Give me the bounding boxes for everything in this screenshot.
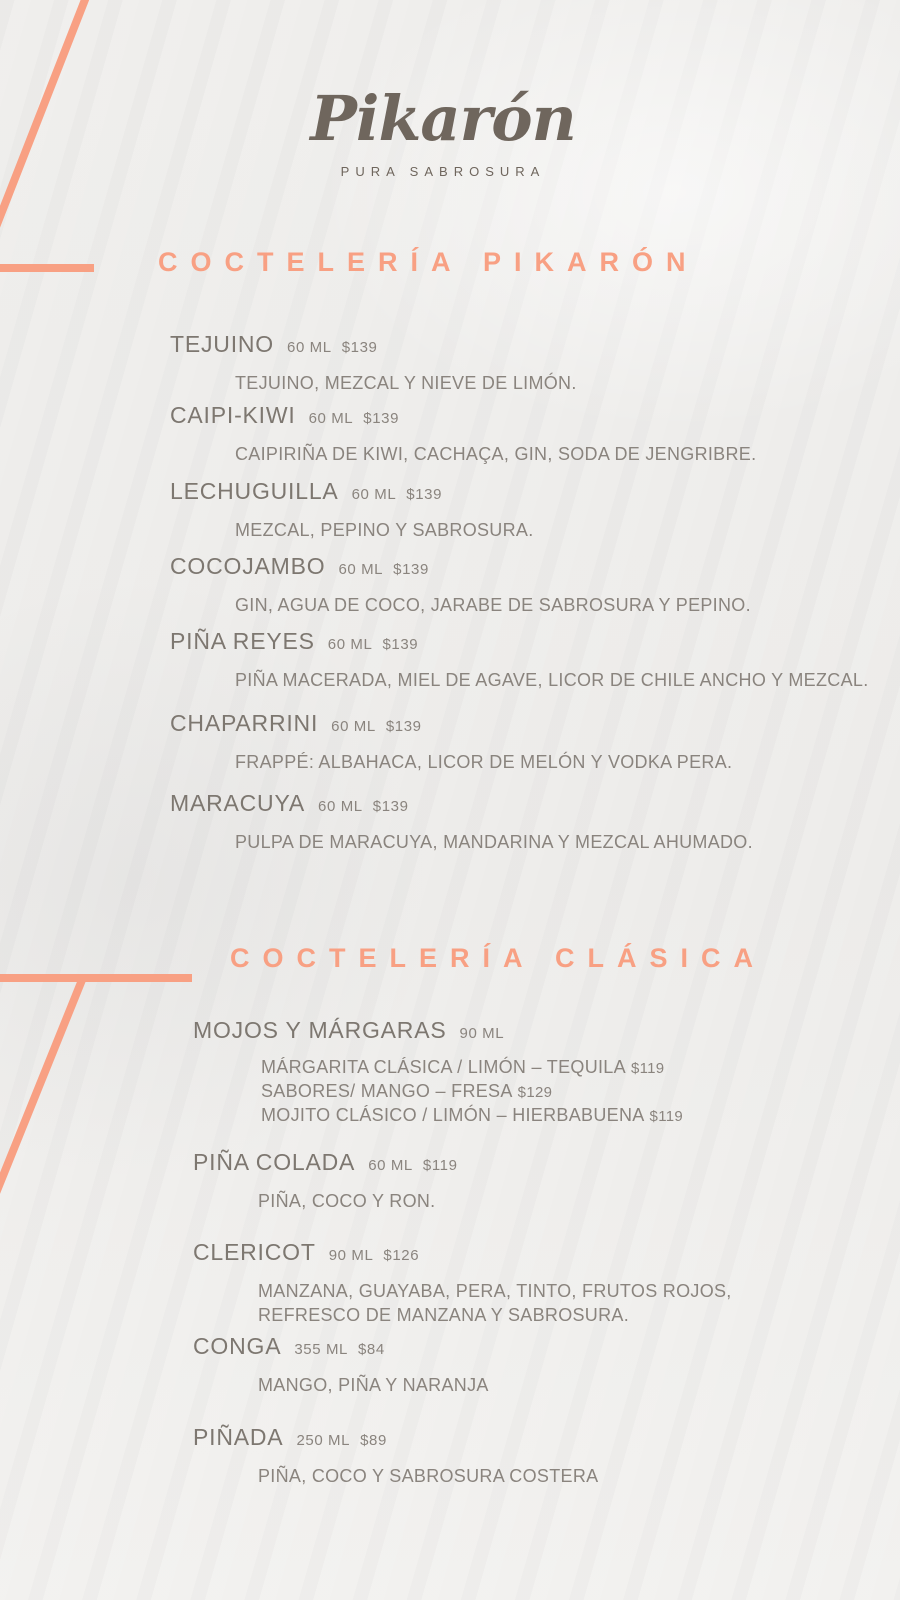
menu-item-pinada <box>193 1425 598 1488</box>
item-size: 60 ML <box>287 339 332 356</box>
brand-name: Pikarón <box>310 82 576 155</box>
brand-tagline: PURA SABROSURA <box>340 164 546 179</box>
item-name: CHAPARRINI <box>170 710 319 736</box>
item-size: 60 ML <box>368 1157 413 1174</box>
item-head <box>170 332 577 357</box>
menu-item-tejuino <box>170 332 577 395</box>
item-variant <box>261 1056 683 1080</box>
item-description: MEZCAL, PEPINO Y SABROSURA. <box>235 520 534 541</box>
item-price: $139 <box>393 561 429 578</box>
accent-dash-section1-icon <box>0 264 94 272</box>
description-line: MANZANA, GUAYABA, PERA, TINTO, FRUTOS ROJOS, <box>258 1281 732 1302</box>
menu-item-cocojambo <box>170 554 751 617</box>
item-price: $139 <box>385 718 422 735</box>
variant-text: MÁRGARITA CLÁSICA / LIMÓN – TEQUILA <box>261 1057 626 1078</box>
menu-item-pina-reyes <box>170 629 869 692</box>
item-price: $139 <box>363 410 400 427</box>
item-variant <box>261 1104 683 1128</box>
item-description <box>258 1279 732 1327</box>
item-size: 250 ML <box>296 1432 351 1449</box>
menu-item-chaparrini <box>170 711 732 774</box>
item-name: LECHUGUILLA <box>170 478 339 504</box>
item-head <box>193 1018 683 1043</box>
item-price: $84 <box>357 1341 385 1358</box>
menu-item-caipi-kiwi <box>170 403 756 466</box>
description-line: REFRESCO DE MANZANA Y SABROSURA. <box>258 1305 630 1326</box>
item-description: CAIPIRIÑA DE KIWI, CACHAÇA, GIN, SODA DE JENGRIBRE. <box>235 444 757 465</box>
menu-item-maracuya <box>170 791 753 854</box>
item-description: GIN, AGUA DE COCO, JARABE DE SABROSURA Y PEPINO. <box>235 595 751 616</box>
item-size: 355 ML <box>294 1341 348 1358</box>
variant-price: $119 <box>630 1060 665 1078</box>
brand-logo <box>0 82 886 179</box>
item-price: $89 <box>360 1432 387 1449</box>
variant-text: SABORES/ MANGO – FRESA <box>261 1081 513 1102</box>
item-variant <box>261 1080 683 1104</box>
item-description: PIÑA, COCO Y RON. <box>258 1191 436 1212</box>
item-head <box>193 1425 598 1450</box>
item-name: MOJOS Y MÁRGARAS <box>193 1017 447 1043</box>
item-head <box>170 791 753 816</box>
item-price: $126 <box>383 1247 420 1264</box>
item-description: PULPA DE MARACUYA, MANDARINA Y MEZCAL AHUMADO. <box>235 832 753 853</box>
item-name: PIÑA REYES <box>170 628 315 654</box>
item-description: PIÑA, COCO Y SABROSURA COSTERA <box>258 1466 599 1487</box>
item-description: FRAPPÉ: ALBAHACA, LICOR DE MELÓN Y VODKA PERA. <box>235 752 733 773</box>
menu-item-pina-colada <box>193 1150 458 1213</box>
item-name: CAIPI-KIWI <box>170 402 296 428</box>
item-size: 90 ML <box>459 1025 505 1042</box>
item-head <box>170 479 534 504</box>
variant-price: $129 <box>517 1084 553 1102</box>
item-price: $119 <box>422 1157 458 1174</box>
item-head <box>170 711 732 736</box>
item-size: 60 ML <box>327 636 373 653</box>
menu-item-mojos-y-margaras <box>193 1018 683 1128</box>
accent-dash-section2-icon <box>0 974 192 982</box>
item-name: MARACUYA <box>170 790 306 816</box>
item-price: $139 <box>372 798 409 815</box>
item-name: COCOJAMBO <box>170 553 326 579</box>
item-description: MANGO, PIÑA Y NARANJA <box>258 1375 489 1396</box>
variant-text: MOJITO CLÁSICO / LIMÓN – HIERBABUENA <box>261 1105 645 1126</box>
item-head <box>193 1334 489 1359</box>
menu-item-conga <box>193 1334 489 1397</box>
item-name: CLERICOT <box>193 1239 316 1265</box>
item-head <box>170 403 756 428</box>
item-size: 60 ML <box>308 410 354 427</box>
accent-diagonal-section2-icon <box>0 980 82 1198</box>
item-size: 60 ML <box>338 561 384 578</box>
item-size: 90 ML <box>328 1247 374 1264</box>
item-variant-list <box>261 1056 683 1128</box>
section-title-cocteleria-pikaron: COCTELERÍA PIKARÓN <box>158 247 699 277</box>
item-description: TEJUINO, MEZCAL Y NIEVE DE LIMÓN. <box>235 373 577 394</box>
item-name: TEJUINO <box>170 331 274 357</box>
item-price: $139 <box>341 339 378 356</box>
item-price: $139 <box>382 636 419 653</box>
item-size: 60 ML <box>351 486 397 503</box>
item-head <box>170 554 751 579</box>
item-name: PIÑADA <box>193 1424 284 1450</box>
item-size: 60 ML <box>318 798 363 815</box>
item-size: 60 ML <box>331 718 376 735</box>
variant-price: $119 <box>649 1108 684 1126</box>
section-title-cocteleria-clasica: COCTELERÍA CLÁSICA <box>230 943 766 973</box>
item-head <box>193 1240 732 1265</box>
item-head <box>193 1150 458 1175</box>
item-name: CONGA <box>193 1333 282 1359</box>
item-description: PIÑA MACERADA, MIEL DE AGAVE, LICOR DE CHILE ANCHO Y MEZCAL. <box>235 670 869 691</box>
menu-item-lechuguilla <box>170 479 534 542</box>
item-head <box>170 629 869 654</box>
item-price: $139 <box>406 486 443 503</box>
item-name: PIÑA COLADA <box>193 1149 356 1175</box>
menu-item-clericot <box>193 1240 732 1327</box>
